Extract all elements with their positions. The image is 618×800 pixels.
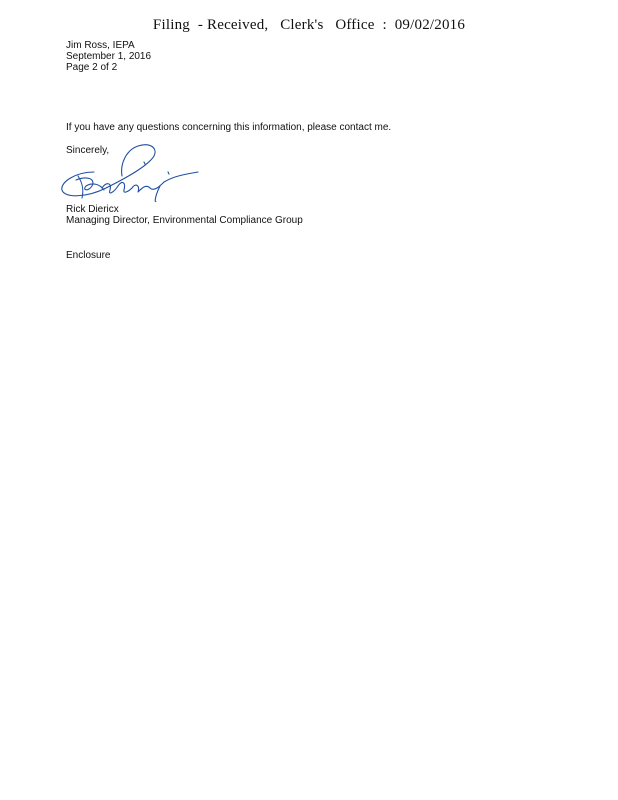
- letter-header: [66, 40, 151, 73]
- enclosure-note: Enclosure: [66, 250, 111, 261]
- page-number: Page 2 of 2: [66, 62, 118, 73]
- signer-name: Rick Diericx: [66, 204, 119, 215]
- date-line: September 1, 2016: [66, 51, 152, 62]
- signer-title: Managing Director, Environmental Compliance Group: [66, 215, 303, 226]
- closing-salutation: Sincerely,: [66, 145, 110, 156]
- signature-icon: [56, 142, 201, 202]
- filing-stamp: Filing - Received, Clerk's Office : 09/02/2016: [152, 17, 466, 33]
- body-paragraph: If you have any questions concerning this information, please contact me.: [66, 122, 392, 133]
- signer-block: [66, 204, 303, 226]
- recipient-line: Jim Ross, IEPA: [66, 40, 135, 51]
